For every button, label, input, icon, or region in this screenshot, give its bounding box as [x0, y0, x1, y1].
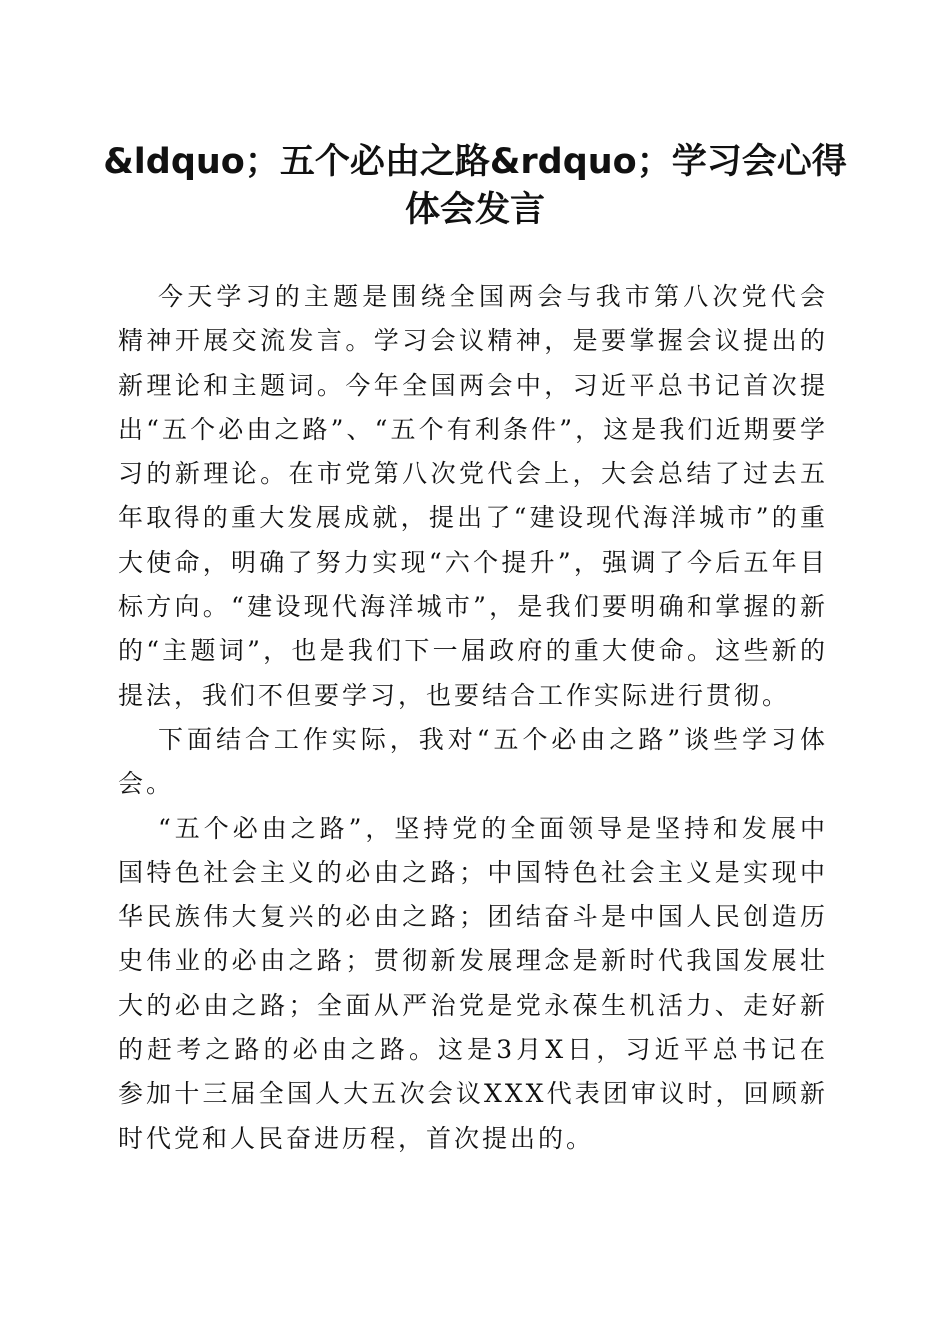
- paragraph-3: “五个必由之路”，坚持党的全面领导是坚持和发展中国特色社会主义的必由之路；中国特色社会主义是实现中华民族伟大复兴的必由之路；团结奋斗是中国人民创造历史伟业的必由之路；贯彻新发展理念是新时代我国发展壮大的必由之路；全面从严治党是党永葆生机活力、走好新的赶考之路的必由之路。这是3月X日，习近平总书记在参加十三届全国人大五次会议XXX代表团审议时，回顾新时代党和人民奋进历程，首次提出的。: [118, 813, 828, 1153]
- paragraph-1: 今天学习的主题是围绕全国两会与我市第八次党代会精神开展交流发言。学习会议精神，是要掌握会议提出的新理论和主题词。今年全国两会中，习近平总书记首次提出“五个必由之路”、“五个有利条件”，这是我们近期要学习的新理论。在市党第八次党代会上，大会总结了过去五年取得的重大发展成就，提出了“建设现代海洋城市”的重大使命，明确了努力实现“六个提升”，强调了今后五年目标方向。“建设现代海洋城市”，是我们要明确和掌握的新的“主题词”，也是我们下一届政府的重大使命。这些新的提法，我们不但要学习，也要结合工作实际进行贯彻。: [118, 282, 828, 710]
- document-body: [118, 275, 828, 1161]
- title-line-2: 体会发言: [404, 190, 545, 230]
- paragraph-2: 下面结合工作实际，我对“五个必由之路”谈些学习体会。: [118, 724, 828, 799]
- document-title: [100, 138, 850, 234]
- title-line-1: &ldquo；五个必由之路&rdquo；学习会心得: [103, 142, 847, 182]
